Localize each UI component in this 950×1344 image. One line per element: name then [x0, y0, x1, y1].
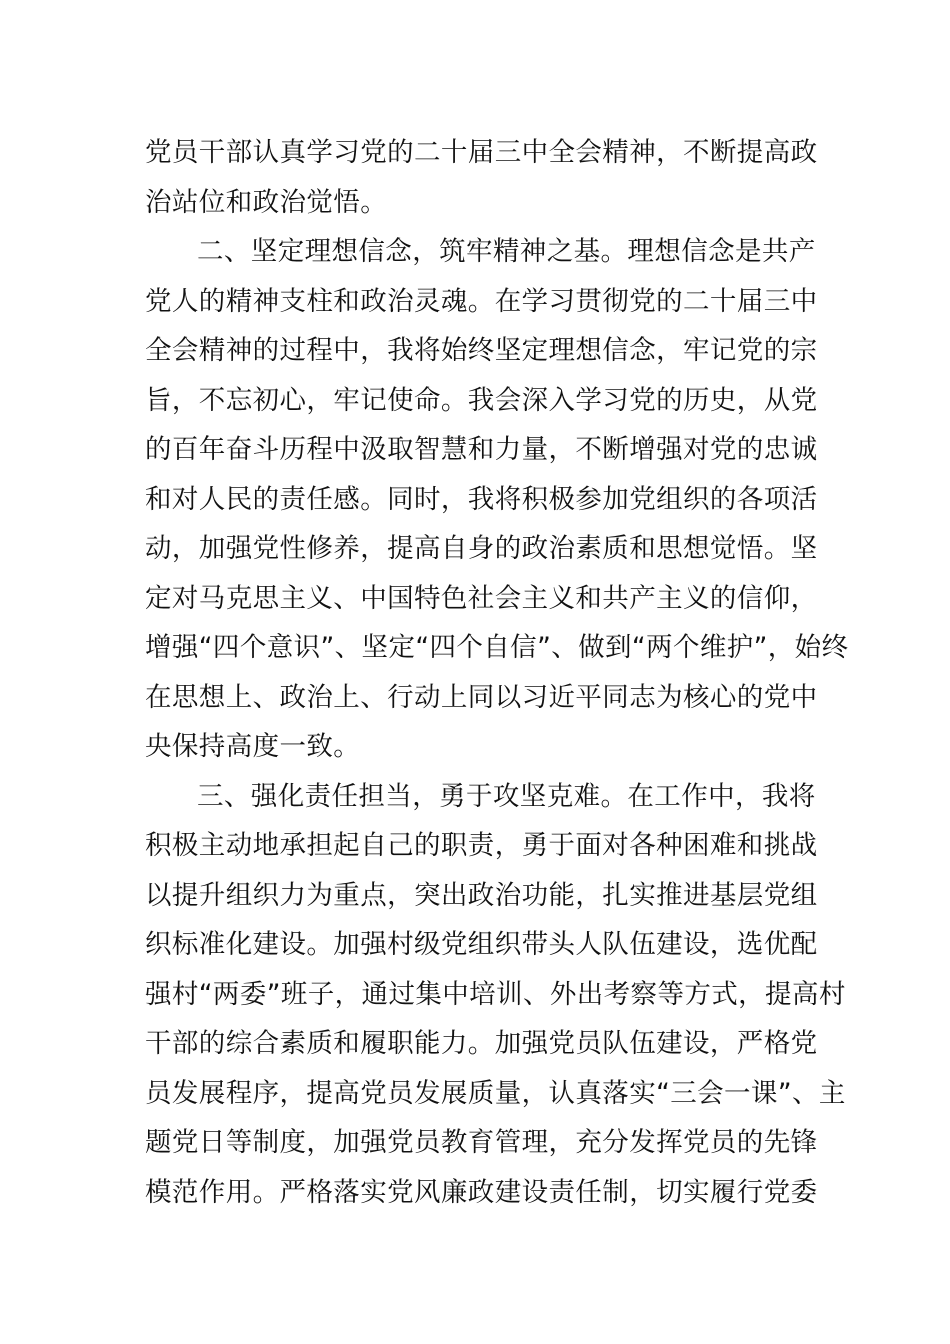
- text-line: 动，加强党性修养，提高自身的政治素质和思想觉悟。坚: [145, 533, 818, 564]
- text-line: 旨，不忘初心，牢记使命。我会深入学习党的历史，从党: [145, 384, 818, 416]
- text-line: 的百年奋斗历程中汲取智慧和力量，不断增强对党的忠诚: [145, 434, 818, 465]
- text-line: 在思想上、政治上、行动上同以习近平同志为核心的党中: [145, 681, 818, 713]
- body-text: [145, 128, 849, 1217]
- text-line: 干部的综合素质和履职能力。加强党员队伍建设，严格党: [145, 1028, 818, 1059]
- text-line: 党人的精神支柱和政治灵魂。在学习贯彻党的二十届三中: [145, 285, 818, 317]
- text-line: 以提升组织力为重点，突出政治功能，扎实推进基层党组: [145, 879, 818, 911]
- text-line: 强村“两委”班子，通过集中培训、外出考察等方式，提高村: [145, 978, 846, 1010]
- text-line: 模范作用。严格落实党风廉政建设责任制，切实履行党委: [145, 1176, 818, 1208]
- text-line: 党员干部认真学习党的二十届三中全会精神，不断提高政: [145, 137, 818, 168]
- paragraph-heading-line: 三、强化责任担当，勇于攻坚克难。在工作中，我将: [197, 780, 816, 812]
- text-line: 全会精神的过程中，我将始终坚定理想信念，牢记党的宗: [145, 335, 818, 366]
- paragraph-heading-line: 二、坚定理想信念，筑牢精神之基。理想信念是共产: [197, 236, 816, 267]
- text-line: 题党日等制度，加强党员教育管理，充分发挥党员的先锋: [145, 1127, 818, 1158]
- text-line: 治站位和政治觉悟。: [145, 186, 388, 218]
- text-line: 积极主动地承担起自己的职责，勇于面对各种困难和挑战: [145, 830, 818, 861]
- text-line: 员发展程序，提高党员发展质量，认真落实“三会一课”、主: [145, 1077, 846, 1109]
- text-line: 和对人民的责任感。同时，我将积极参加党组织的各项活: [145, 483, 818, 515]
- text-line: 定对马克思主义、中国特色社会主义和共产主义的信仰，: [145, 582, 818, 614]
- text-line: 织标准化建设。加强村级党组织带头人队伍建设，选优配: [145, 929, 818, 960]
- text-line: 央保持高度一致。: [145, 731, 361, 762]
- text-line: 增强“四个意识”、坚定“四个自信”、做到“两个维护”，始终: [145, 632, 849, 663]
